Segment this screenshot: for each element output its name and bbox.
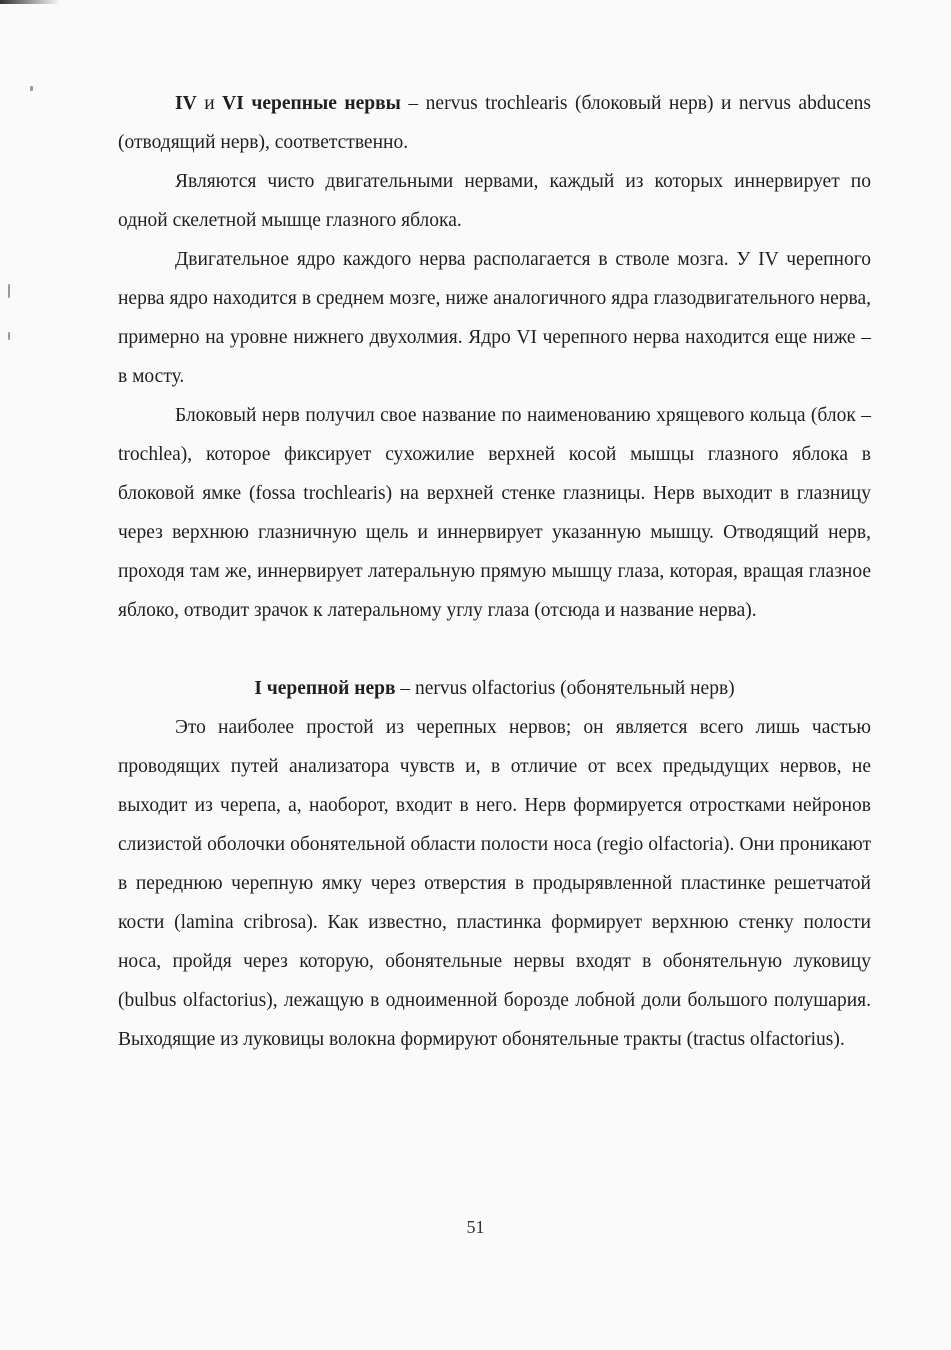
page-body	[118, 84, 871, 1059]
page-number: 51	[466, 1217, 485, 1237]
paragraph-motor-nucleus: Двигательное ядро каждого нерва располагается в стволе мозга. У IV черепного нерва ядро находится в среднем мозге, ниже аналогичного ядра глазодвигательного нерва, примерно на уровне нижнего двухолмия. Ядро VI черепного нерва находится еще ниже – в мосту.	[118, 249, 871, 387]
paragraph-olfactory-nerve: Это наиболее простой из черепных нервов; он является всего лишь частью проводящих путей анализатора чувств и, в отличие от всех предыдущих нервов, не выходит из черепа, а, наоборот, входит в него. Нерв формируется отростками нейронов слизистой оболочки обонятельной области полости носа (regio olfactoria). Они проникают в переднюю черепную ямку через отверстия в продырявленной пластинке решетчатой кости (lamina cribrosa). Как известно, пластинка формирует верхнюю стенку полости носа, пройдя через которую, обонятельные нервы входят в обонятельную луковицу (bulbus olfactorius), лежащую в одноименной борозде лобной доли большого полушария. Выходящие из луковицы волокна формируют обонятельные тракты (tractus olfactorius).	[118, 717, 871, 1050]
scan-binding-mark	[8, 332, 10, 340]
paragraph-motor-nerves: Являются чисто двигательными нервами, каждый из которых иннервирует по одной скелетной мышце глазного яблока.	[118, 171, 871, 231]
bold-numeral-iv: IV	[175, 93, 197, 114]
paragraph-nerves-iv-vi	[118, 84, 871, 162]
heading-bold-term: I черепной нерв	[254, 678, 396, 699]
paragraph-trochlear-nerve: Блоковый нерв получил свое название по наименованию хрящевого кольца (блок – trochlea), которое фиксирует сухожилие верхней косой мышцы глазного яблока в блоковой ямке (fossa trochlearis) на верхней стенке глазницы. Нерв выходит в глазницу через верхнюю глазничную щель и иннервирует указанную мышцу. Отводящий нерв, проходя там же, иннервирует латеральную прямую мышцу глаза, которая, вращая глазное яблоко, отводит зрачок к латеральному углу глаза (отсюда и название нерва).	[118, 405, 871, 621]
heading-text: – nervus olfactorius (обонятельный нерв)	[395, 678, 735, 699]
section-heading-olfactory	[118, 669, 871, 708]
bold-term-nerves: VI черепные нервы	[222, 93, 401, 114]
paragraph-text: – nervus trochlearis (блоковый нерв) и nervus abducens (отводящий нерв), соответственно.	[118, 93, 871, 153]
conjunction: и	[196, 93, 223, 114]
scan-edge-shadow	[0, 0, 60, 4]
scan-binding-mark	[8, 284, 10, 298]
scan-dot-mark	[30, 86, 33, 91]
